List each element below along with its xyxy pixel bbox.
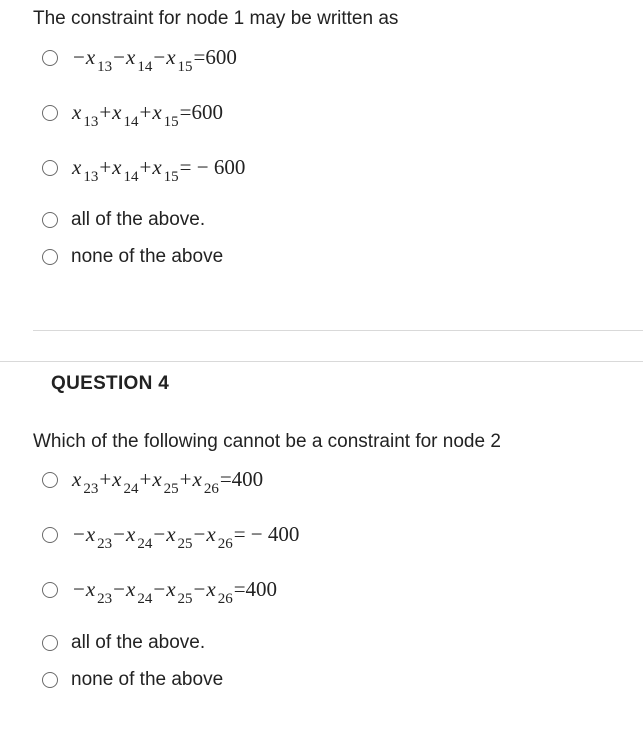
operator: − xyxy=(113,577,126,601)
radio-button[interactable] xyxy=(42,160,58,176)
question-3-prompt: The constraint for node 1 may be written as xyxy=(33,8,399,29)
q3-option-1[interactable] xyxy=(42,45,237,75)
variable: x xyxy=(126,522,136,546)
variable: x xyxy=(206,522,216,546)
equation xyxy=(72,522,299,558)
operator: + xyxy=(139,100,152,124)
q3-option-2[interactable] xyxy=(42,100,223,130)
subscript: 26 xyxy=(217,591,233,607)
equation-term xyxy=(179,467,219,497)
subscript: 24 xyxy=(123,481,139,497)
variable: x xyxy=(166,577,176,601)
variable: x xyxy=(126,577,136,601)
operator: − xyxy=(73,577,85,601)
operator: − xyxy=(113,522,126,546)
equation-term xyxy=(72,45,113,75)
subscript: 14 xyxy=(123,114,139,130)
right-hand-side: =600 xyxy=(179,100,224,124)
variable: x xyxy=(72,100,82,124)
question-4-prompt: Which of the following cannot be a constraint for node 2 xyxy=(33,431,501,452)
operator: + xyxy=(99,155,112,179)
q4-option-3[interactable] xyxy=(42,577,277,607)
question-divider xyxy=(33,330,643,331)
variable: x xyxy=(152,100,162,124)
subscript: 13 xyxy=(83,114,99,130)
radio-button[interactable] xyxy=(42,249,58,265)
variable: x xyxy=(126,45,136,69)
option-label: all of the above. xyxy=(71,209,206,230)
variable: x xyxy=(192,467,202,491)
operator: − xyxy=(153,45,166,69)
section-divider xyxy=(0,361,643,362)
equation-term xyxy=(72,467,99,497)
q3-option-all[interactable] xyxy=(42,207,205,237)
variable: x xyxy=(152,155,162,179)
radio-button[interactable] xyxy=(42,50,58,66)
equation-term xyxy=(98,155,139,185)
radio-button[interactable] xyxy=(42,105,58,121)
equation-term xyxy=(152,45,193,75)
variable: x xyxy=(112,100,122,124)
subscript: 23 xyxy=(83,481,99,497)
subscript: 25 xyxy=(177,591,193,607)
q4-option-none[interactable] xyxy=(42,667,223,697)
subscript: 14 xyxy=(137,59,153,75)
operator: − xyxy=(113,45,126,69)
subscript: 25 xyxy=(177,536,193,552)
variable: x xyxy=(152,467,162,491)
subscript: 15 xyxy=(163,114,179,130)
subscript: 13 xyxy=(83,169,99,185)
equation-term xyxy=(152,522,193,552)
right-hand-side: = − 600 xyxy=(179,155,246,179)
right-hand-side: = − 400 xyxy=(233,522,300,546)
radio-button[interactable] xyxy=(42,527,58,543)
operator: − xyxy=(153,577,166,601)
radio-button[interactable] xyxy=(42,635,58,651)
subscript: 15 xyxy=(177,59,193,75)
equation-term xyxy=(72,100,99,130)
equation-term xyxy=(152,577,193,607)
equation-term xyxy=(72,577,113,607)
equation-term xyxy=(112,45,153,75)
variable: x xyxy=(85,522,96,546)
variable: x xyxy=(166,45,176,69)
option-label: all of the above. xyxy=(71,632,206,653)
q4-option-2[interactable] xyxy=(42,522,299,552)
option-label: none of the above xyxy=(71,669,224,690)
subscript: 15 xyxy=(163,169,179,185)
q3-option-none[interactable] xyxy=(42,244,223,274)
option-label: none of the above xyxy=(71,246,224,267)
operator: + xyxy=(139,155,152,179)
equation xyxy=(72,100,223,136)
q3-option-3[interactable] xyxy=(42,155,245,185)
subscript: 24 xyxy=(137,536,153,552)
variable: x xyxy=(206,577,216,601)
equation-term xyxy=(98,467,139,497)
q4-option-1[interactable] xyxy=(42,467,263,497)
equation-term xyxy=(98,100,139,130)
equation-term xyxy=(72,522,113,552)
operator: − xyxy=(193,522,206,546)
equation xyxy=(72,155,245,191)
subscript: 13 xyxy=(97,59,113,75)
operator: + xyxy=(139,467,152,491)
operator: − xyxy=(73,45,85,69)
equation-term xyxy=(139,467,179,497)
question-4-heading: QUESTION 4 xyxy=(51,373,170,394)
subscript: 23 xyxy=(97,536,113,552)
equation-term xyxy=(72,155,99,185)
subscript: 25 xyxy=(163,481,179,497)
equation-term xyxy=(139,100,179,130)
operator: − xyxy=(73,522,85,546)
radio-button[interactable] xyxy=(42,672,58,688)
subscript: 24 xyxy=(137,591,153,607)
variable: x xyxy=(166,522,176,546)
variable: x xyxy=(85,577,96,601)
equation-term xyxy=(112,522,153,552)
variable: x xyxy=(85,45,96,69)
subscript: 23 xyxy=(97,591,113,607)
subscript: 14 xyxy=(123,169,139,185)
right-hand-side: =400 xyxy=(219,467,264,491)
subscript: 26 xyxy=(203,481,219,497)
equation xyxy=(72,467,263,503)
variable: x xyxy=(112,467,122,491)
q4-option-all[interactable] xyxy=(42,630,205,660)
radio-button[interactable] xyxy=(42,212,58,228)
operator: − xyxy=(153,522,166,546)
equation-term xyxy=(112,577,153,607)
variable: x xyxy=(72,155,82,179)
equation xyxy=(72,45,237,81)
equation-term xyxy=(193,577,233,607)
equation-term xyxy=(139,155,179,185)
variable: x xyxy=(72,467,82,491)
operator: + xyxy=(179,467,192,491)
equation-term xyxy=(193,522,233,552)
operator: + xyxy=(99,100,112,124)
right-hand-side: =400 xyxy=(233,577,278,601)
subscript: 26 xyxy=(217,536,233,552)
operator: + xyxy=(99,467,112,491)
right-hand-side: =600 xyxy=(193,45,237,69)
radio-button[interactable] xyxy=(42,582,58,598)
radio-button[interactable] xyxy=(42,472,58,488)
equation xyxy=(72,577,277,613)
variable: x xyxy=(112,155,122,179)
operator: − xyxy=(193,577,206,601)
